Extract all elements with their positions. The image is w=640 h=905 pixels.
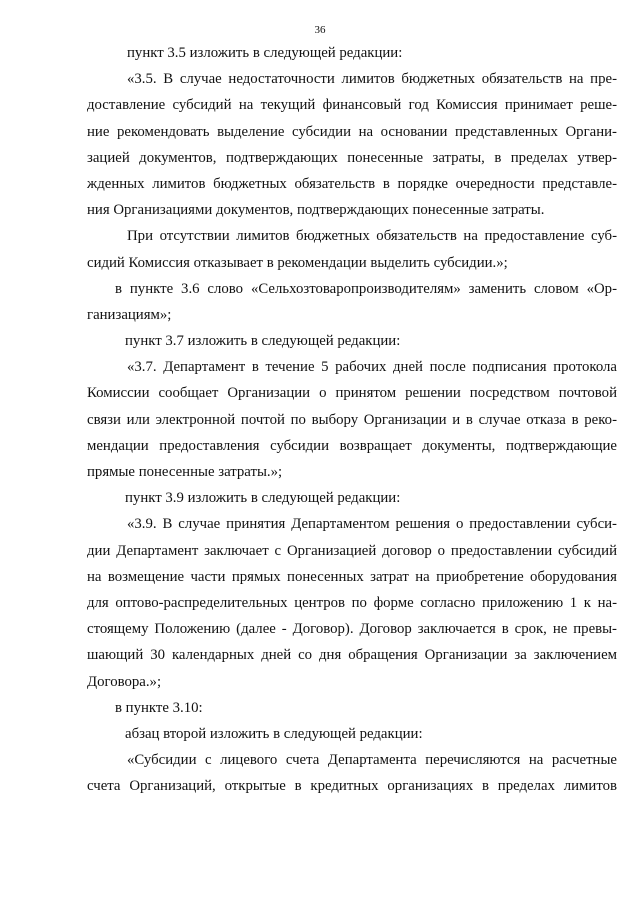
paragraph-line: «3.5. В случае недостаточности лимитов бюджетных обязательств на пре- xyxy=(127,71,617,88)
page-number: 36 xyxy=(314,24,326,36)
paragraph-line: пункт 3.9 изложить в следующей редакции: xyxy=(125,490,401,507)
paragraph-line: пункт 3.7 изложить в следующей редакции: xyxy=(125,333,401,350)
paragraph-line: прямые понесенные затраты.»; xyxy=(87,464,283,480)
paragraph-line: сидий Комиссия отказывает в рекомендации выделить субсидии.»; xyxy=(87,254,508,271)
paragraph-line: «Субсидии с лицевого счета Департамента перечисляются на расчетные xyxy=(127,752,617,769)
paragraph-line: ганизациям»; xyxy=(87,306,172,323)
paragraph-line: жденных лимитов бюджетных обязательств в порядке очередности представле- xyxy=(87,175,617,192)
paragraph-line: «3.9. В случае принятия Департаментом решения о предоставлении субси- xyxy=(127,516,617,533)
paragraph-line: зацией документов, подтверждающих понесенные затраты, в пределах утвер- xyxy=(87,149,617,166)
paragraph-line: ния Организациями документов, подтверждающих понесенные затраты. xyxy=(87,202,545,219)
paragraph-line: стоящему Положению (далее - Договор). Договор заключается в срок, не превы- xyxy=(87,621,617,638)
paragraph-line: Договора.»; xyxy=(87,673,162,690)
paragraph-line: пункт 3.5 изложить в следующей редакции: xyxy=(127,45,403,61)
paragraph-line: шающий 30 календарных дней со дня обращения Организации за заключением xyxy=(87,647,617,664)
paragraph-line: дии Департамент заключает с Организацией договор о предоставлении субсидий xyxy=(87,542,617,559)
paragraph-line: доставление субсидий на текущий финансовый год Комиссия принимает реше- xyxy=(87,97,617,114)
paragraph-line: абзац второй изложить в следующей редакции: xyxy=(125,725,423,742)
document-body xyxy=(87,40,617,799)
paragraph-line: для оптово-распределительных центров по форме согласно приложению 1 к на- xyxy=(87,594,617,611)
paragraph-line: в пункте 3.10: xyxy=(115,699,203,716)
paragraph-line: мендации предоставления субсидии возвращает документы, подтверждающие xyxy=(87,437,617,454)
paragraph-line: связи или электронной почтой по выбору Организации и в случае отказа в реко- xyxy=(87,411,617,428)
paragraph-line: на возмещение части прямых понесенных затрат на приобретение оборудования xyxy=(87,568,617,585)
paragraph-line: счета Организаций, открытые в кредитных организациях в пределах лимитов xyxy=(87,778,617,795)
paragraph-line: «3.7. Департамент в течение 5 рабочих дней после подписания протокола xyxy=(127,359,617,376)
paragraph-line: в пункте 3.6 слово «Сельхозтоваропроизводителям» заменить словом «Ор- xyxy=(115,280,617,297)
paragraph-line: При отсутствии лимитов бюджетных обязательств на предоставление суб- xyxy=(127,228,617,245)
paragraph-line: Комиссии сообщает Организации о принятом решении посредством почтовой xyxy=(87,385,617,402)
paragraph-line: ние рекомендовать выделение субсидии на основании представленных Органи- xyxy=(87,123,617,140)
